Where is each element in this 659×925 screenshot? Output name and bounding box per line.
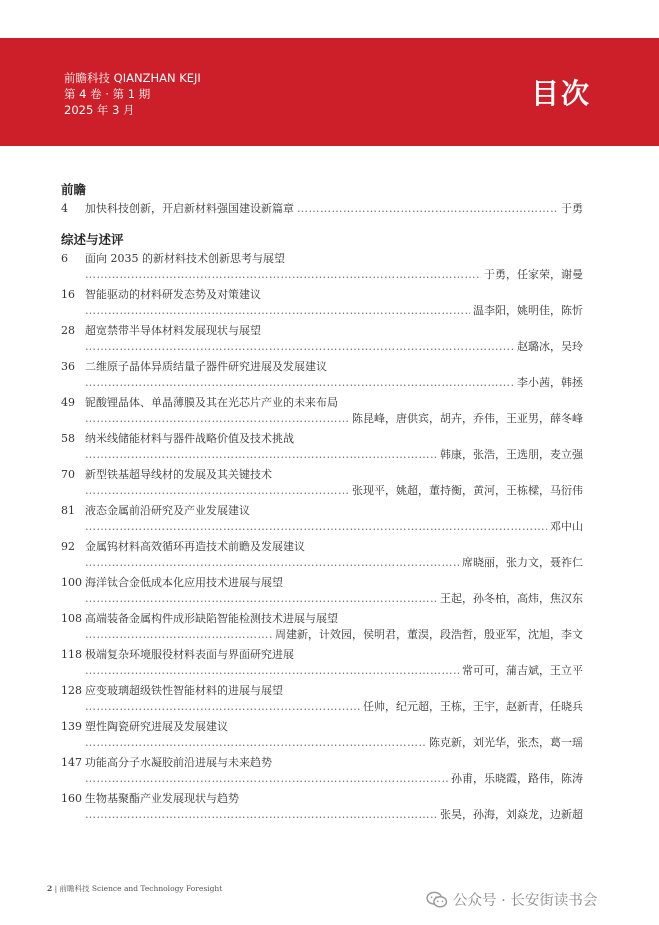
leader-dots: [85, 446, 437, 463]
toc-title: 液态金属前沿研究及产业发展建议: [85, 504, 250, 517]
leader-dots: [85, 806, 437, 823]
journal-info: [64, 70, 201, 118]
toc-title: 铌酸锂晶体、单晶薄膜及其在光芯片产业的未来布局: [85, 396, 338, 409]
toc-page-number: 100: [61, 576, 82, 589]
toc-authors: 周建新，计效园，侯明君，董淏，段浩哲，殷亚军，沈旭，李文: [275, 628, 583, 641]
journal-brand: 前瞻科技 QIANZHAN KEJI: [64, 71, 201, 85]
leader-dots: [85, 734, 426, 751]
leader-dots: [85, 374, 514, 391]
toc-page-number: 139: [61, 720, 82, 733]
toc-page-number: 147: [61, 756, 82, 769]
toc-authors: 陈昆峰，唐供宾，胡卉，乔伟，王亚男，薛冬峰: [352, 412, 583, 425]
toc-authors: 邓中山: [550, 520, 583, 533]
leader-dots: [85, 626, 272, 643]
toc-title: 功能高分子水凝胶前沿进展与未来趋势: [85, 756, 272, 769]
toc-entry[interactable]: [61, 720, 583, 751]
toc-page-number: 6: [61, 252, 68, 265]
toc-entry[interactable]: [61, 288, 583, 319]
leader-dots: [85, 662, 459, 679]
toc-entry[interactable]: [61, 504, 583, 535]
toc-entry[interactable]: [61, 396, 583, 427]
toc-title: 高端装备金属构件成形缺陷智能检测技术进展与展望: [85, 612, 338, 625]
page-title: 目次: [530, 77, 591, 110]
toc-entry[interactable]: [61, 324, 583, 355]
toc-entry[interactable]: [61, 540, 583, 571]
toc-authors: 于勇，任家荣，谢曼: [484, 268, 583, 281]
toc-entry[interactable]: [61, 612, 583, 643]
table-of-contents: [61, 180, 583, 828]
watermark-text: 公众号 · 长安街读书会: [453, 893, 598, 909]
toc-page-number: 70: [61, 468, 75, 481]
toc-title: 生物基聚酯产业发展现状与趋势: [85, 792, 239, 805]
toc-authors: 陈克新，刘光华，张杰，葛一瑶: [429, 736, 583, 749]
toc-title: 纳米线储能材料与器件战略价值及技术挑战: [85, 432, 294, 445]
leader-dots: [85, 554, 459, 571]
toc-authors: 孙甫，乐晓霞，路伟，陈涛: [451, 772, 583, 785]
watermark: [426, 889, 597, 910]
toc-title: 极端复杂环境服役材料表面与界面研究进展: [85, 648, 294, 661]
toc-title: 应变玻璃超级铁性智能材料的进展与展望: [85, 684, 283, 697]
journal-volume: 第 4 卷 · 第 1 期: [64, 87, 151, 101]
leader-dots: [85, 518, 547, 535]
toc-page-number: 28: [61, 324, 75, 337]
toc-page-number: 160: [61, 792, 82, 805]
leader-dots: [85, 770, 448, 787]
toc-entry[interactable]: [61, 202, 583, 216]
toc-authors: 李小茜，韩拯: [517, 376, 583, 389]
toc-page-number: 118: [61, 648, 82, 661]
toc-authors: 张现平，姚超，董持衡，黄河，王栋樑，马衍伟: [352, 484, 583, 497]
toc-entry[interactable]: [61, 756, 583, 787]
toc-entry[interactable]: [61, 468, 583, 499]
toc-authors: 韩康，张浩，王选朋，麦立强: [440, 448, 583, 461]
section-heading: 综述与述评: [61, 232, 124, 247]
toc-authors: 席晓丽，张力文，聂祚仁: [462, 556, 583, 569]
leader-dots: [85, 338, 514, 355]
toc-title: 塑性陶瓷研究进展及发展建议: [85, 720, 228, 733]
toc-entry[interactable]: [61, 252, 583, 283]
toc-authors: 任帅，纪元超，王栋，王宇，赵新青，任晓兵: [363, 700, 583, 713]
toc-entry[interactable]: [61, 684, 583, 715]
toc-authors: 张昊，孙海，刘焱龙，边新超: [440, 808, 583, 821]
toc-title: 加快科技创新，开启新材料强国建设新篇章: [85, 202, 294, 215]
toc-page-number: 81: [61, 504, 75, 517]
toc-page-number: 92: [61, 540, 75, 553]
toc-entry[interactable]: [61, 648, 583, 679]
footer-journal: 前瞻科技 Science and Technology Foresight: [59, 884, 223, 893]
toc-authors: 常可可，蒲吉斌，王立平: [462, 664, 583, 677]
toc-authors: 于勇: [561, 202, 583, 215]
leader-dots: [85, 266, 481, 283]
toc-entry[interactable]: [61, 432, 583, 463]
leader-dots: [85, 698, 360, 715]
leader-dots: [85, 410, 349, 427]
toc-title: 金属钨材料高效循环再造技术前瞻及发展建议: [85, 540, 305, 553]
toc-page-number: 4: [61, 202, 68, 215]
toc-title: 新型铁基超导线材的发展及其关键技术: [85, 468, 272, 481]
section-heading: 前瞻: [61, 182, 87, 197]
toc-authors: 王起，孙冬柏，高炜，焦汉东: [440, 592, 583, 605]
toc-title: 智能驱动的材料研发态势及对策建议: [85, 288, 261, 301]
toc-entry[interactable]: [61, 792, 583, 823]
toc-entry[interactable]: [61, 360, 583, 391]
toc-page-number: 128: [61, 684, 82, 697]
toc-page-number: 16: [61, 288, 75, 301]
wechat-icon: [426, 891, 448, 909]
toc-authors: 赵璐冰，吴玲: [517, 340, 583, 353]
leader-dots: [297, 202, 558, 216]
toc-page-number: 58: [61, 432, 75, 445]
toc-title: 面向 2035 的新材料技术创新思考与展望: [85, 252, 285, 265]
toc-page-number: 49: [61, 396, 75, 409]
toc-authors: 温李阳，姚明佳，陈忻: [473, 304, 583, 317]
toc-title: 超宽禁带半导体材料发展现状与展望: [85, 324, 261, 337]
toc-page-number: 108: [61, 612, 82, 625]
toc-page-number: 36: [61, 360, 75, 373]
toc-title: 海洋钛合金低成本化应用技术进展与展望: [85, 576, 283, 589]
journal-date: 2025 年 3 月: [64, 103, 135, 117]
toc-entry[interactable]: [61, 576, 583, 607]
footer-page-number: 2: [47, 884, 53, 893]
leader-dots: [85, 590, 437, 607]
leader-dots: [85, 482, 349, 499]
header-banner: [0, 38, 659, 146]
page-footer: 2 | 前瞻科技 Science and Technology Foresight: [47, 884, 223, 893]
top-margin: [0, 0, 659, 38]
toc-title: 二维原子晶体异质结量子器件研究进展及发展建议: [85, 360, 327, 373]
leader-dots: [85, 302, 470, 319]
